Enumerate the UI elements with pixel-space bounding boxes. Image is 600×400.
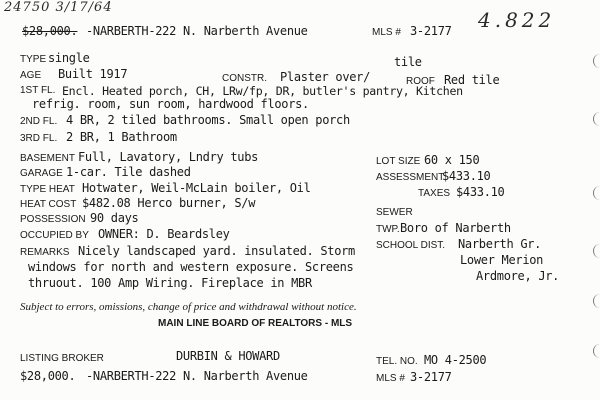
age-value: Built 1917 <box>58 67 128 81</box>
sewer-label: SEWER <box>376 207 413 218</box>
type-heat-label: TYPE HEAT <box>20 184 75 195</box>
remarks-label: REMARKS <box>20 247 70 258</box>
header-price-struck: $28,000. <box>22 24 78 38</box>
punch-hole-mark <box>593 294 600 308</box>
tel-label: TEL. NO. <box>376 356 418 367</box>
listing-broker-label: LISTING BROKER <box>20 353 104 364</box>
twp-label: TWP. <box>376 224 400 235</box>
garage-value: 1-car. Tile dashed <box>66 165 191 179</box>
first-fl-line1: Encl. Heated porch, CH, LRw/fp, DR, butler's pantry, Kitchen <box>62 84 463 98</box>
footer-mls-label: MLS # <box>376 373 405 384</box>
tel-value: MO 4-2500 <box>424 353 487 367</box>
occupied-by-label: OCCUPIED BY <box>20 230 89 241</box>
heat-cost-value: $482.08 Herco burner, S/w <box>82 196 256 210</box>
footer-price: $28,000. <box>20 369 76 383</box>
basement-label: BASEMENT <box>20 153 76 164</box>
third-fl-label: 3RD FL. <box>20 133 58 144</box>
heat-cost-label: HEAT COST <box>20 199 77 210</box>
handwritten-note: 24750 3/17/64 <box>4 0 113 15</box>
board-name: MAIN LINE BOARD OF REALTORS - MLS <box>158 318 353 329</box>
age-label: AGE <box>20 70 42 81</box>
taxes-value: $433.10 <box>456 185 505 199</box>
constr-label: CONSTR. <box>222 73 267 84</box>
punch-hole-mark <box>593 54 600 68</box>
assessment-value: $433.10 <box>442 169 491 183</box>
school-dist-label: SCHOOL DIST. <box>376 240 446 251</box>
constr-value: Plaster over/ <box>280 70 371 84</box>
school-lower-merion: Lower Merion <box>460 253 544 267</box>
header-mls-label: MLS # <box>372 27 401 38</box>
assessment-label: ASSESSMENT <box>376 172 445 183</box>
remarks-line3: thruout. 100 Amp Wiring. Fireplace in MBR <box>28 276 312 290</box>
roof-value: Red tile <box>444 73 500 87</box>
roof-label: ROOF <box>406 76 435 87</box>
third-fl-value: 2 BR, 1 Bathroom <box>66 130 177 144</box>
header-mls-number: 3-2177 <box>410 24 452 38</box>
broker-name: DURBIN & HOWARD <box>176 349 280 363</box>
lot-size-value: 60 x 150 <box>424 153 480 167</box>
punch-hole-mark <box>593 112 600 126</box>
second-fl-value: 4 BR, 2 tiled bathrooms. Small open porch <box>66 113 350 127</box>
punch-hole-mark <box>593 344 600 358</box>
type-heat-value: Hotwater, Weil-McLain boiler, Oil <box>82 181 311 195</box>
footer-listing: -NARBERTH-222 N. Narberth Avenue <box>86 369 308 383</box>
second-fl-label: 2ND FL. <box>20 116 58 127</box>
school-dist-value: Narberth Gr. <box>458 237 542 251</box>
constr-insert: tile <box>394 55 422 69</box>
occupied-by-value: OWNER: D. Beardsley <box>98 227 230 241</box>
possession-label: POSSESSION <box>20 214 86 225</box>
basement-value: Full, Lavatory, Lndry tubs <box>78 150 259 164</box>
first-fl-line2: refrig. room, sun room, hardwood floors. <box>32 97 309 111</box>
garage-label: GARAGE <box>20 168 63 179</box>
twp-value: Boro of Narberth <box>400 221 511 235</box>
punch-hole-mark <box>593 186 600 200</box>
possession-value: 90 days <box>90 211 139 225</box>
first-fl-label: 1ST FL. <box>20 85 56 96</box>
school-ardmore: Ardmore, Jr. <box>476 269 560 283</box>
disclaimer: Subject to errors, omissions, change of price and withdrawal without notice. <box>20 301 357 313</box>
handwritten-number: 4.822 <box>478 8 556 32</box>
remarks-line1: Nicely landscaped yard. insulated. Storm <box>78 244 355 258</box>
type-value: single <box>48 51 90 65</box>
punch-hole-mark <box>593 244 600 258</box>
footer-mls-number: 3-2177 <box>410 370 452 384</box>
type-label: TYPE <box>20 54 47 65</box>
taxes-label: TAXES <box>418 188 451 199</box>
header-listing: -NARBERTH-222 N. Narberth Avenue <box>86 24 308 38</box>
remarks-line2: windows for north and western exposure. Screens <box>28 260 354 274</box>
lot-size-label: LOT SIZE <box>376 156 421 167</box>
